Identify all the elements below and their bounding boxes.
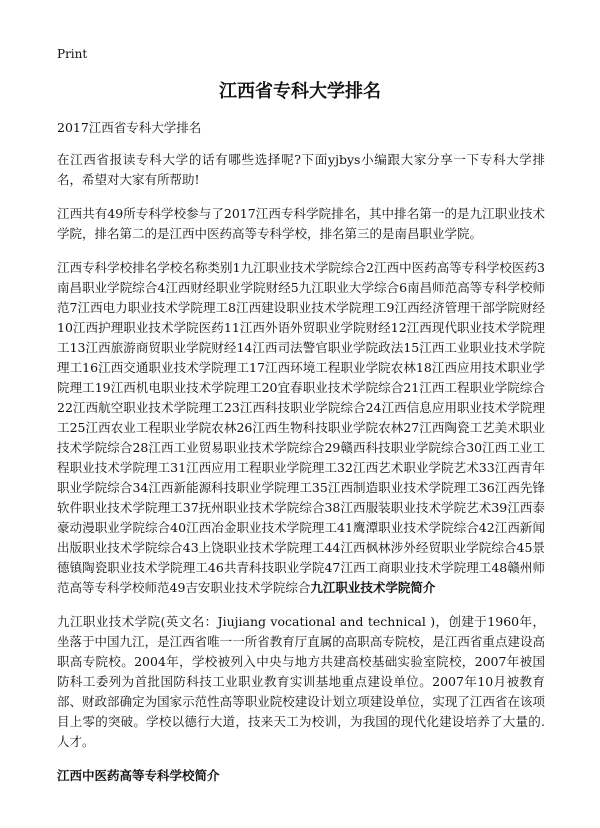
summary-paragraph: 江西共有49所专科学校参与了2017江西专科学院排名，其中排名第一的是九江职业技术学院，排名第二的是江西中医药高等专科学校，排名第三的是南昌职业学院。 — [57, 206, 545, 241]
print-link[interactable]: Print — [57, 47, 88, 61]
section-heading-jiujiang: 九江职业技术学院简介 — [310, 580, 436, 595]
ranking-list-paragraph — [57, 258, 545, 598]
page-title: 江西省专科大学排名 — [219, 81, 381, 102]
article-body — [57, 118, 545, 800]
intro-paragraph: 在江西省报读专科大学的话有哪些选择呢?下面yjbys小编跟大家分享一下专科大学排名，希望对大家有所帮助! — [57, 152, 545, 187]
jiujiang-intro-paragraph: 九江职业技术学院(英文名：Jiujiang vocational and technical )，创建于1960年，坐落于中国九江，是江西省唯一一所省教育厅直属的高职高专院校，是江西省重点建设高职高专院校。2004年，学校被列入中央与地方共建高校基础实验室院校，2007年被国防科工委列为首批国防科技工业职业教育实训基地重点建设单位。2007年10月被教育部、财政部确定为国家示范性高等职业院校建设计划立项建设单位，实现了江西省在该项目上零的突破。学校以德行大道，技来天工为校训，为我国的现代化建设培养了大量的.人才。 — [57, 614, 545, 749]
ranking-list-text: 江西专科学校排名学校名称类别1九江职业技术学院综合2江西中医药高等专科学校医药3南昌职业学院综合4江西财经职业学院财经5九江职业大学综合6南昌师范高等专科学校师范7江西电力职业技术学院理工8江西建设职业技术学院理工9江西经济管理干部学院财经10江西护理职业技术学院医药11江西外语外贸职业学院财经12江西现代职业技术学院理工13江西旅游商贸职业学院财经14江西司法警官职业学院政法15江西工业职业技术学院理工16江西交通职业技术学院理工17江西环境工程职业学院农林18江西应用技术职业学院理工19江西机电职业技术学院理工20宜春职业技术学院综合21江西工程职业学院综合22江西航空职业技术学院理工23江西科技职业学院综合24江西信息应用职业技术学院理工25江西农业工程职业学院农林26江西生物科技职业学院农林27江西陶瓷工艺美术职业技术学院综合28江西工业贸易职业技术学院综合29赣西科技职业学院综合30江西工业工程职业技术学院理工31江西应用工程职业学院理工32江西艺术职业学院艺术33江西青年职业学院综合34江西新能源科技职业学院理工35江西制造职业技术学院理工36江西先锋软件职业技术学院理工37抚州职业技术学院综合38江西服装职业技术学院艺术39江西泰豪动漫职业学院综合40江西冶金职业技术学院理工41鹰潭职业技术学院综合42江西新闻出版职业技术学院综合43上饶职业技术学院理工44江西枫林涉外经贸职业学院综合45景德镇陶瓷职业技术学院理工46共青科技职业学院47江西工商职业技术学院理工48赣州师范高等专科学校师范49吉安职业技术学院综合 — [57, 260, 545, 595]
section-heading-jiangxi-tcm: 江西中医药高等专科学校简介 — [57, 768, 220, 783]
article-subtitle: 2017江西省专科大学排名 — [57, 120, 202, 135]
